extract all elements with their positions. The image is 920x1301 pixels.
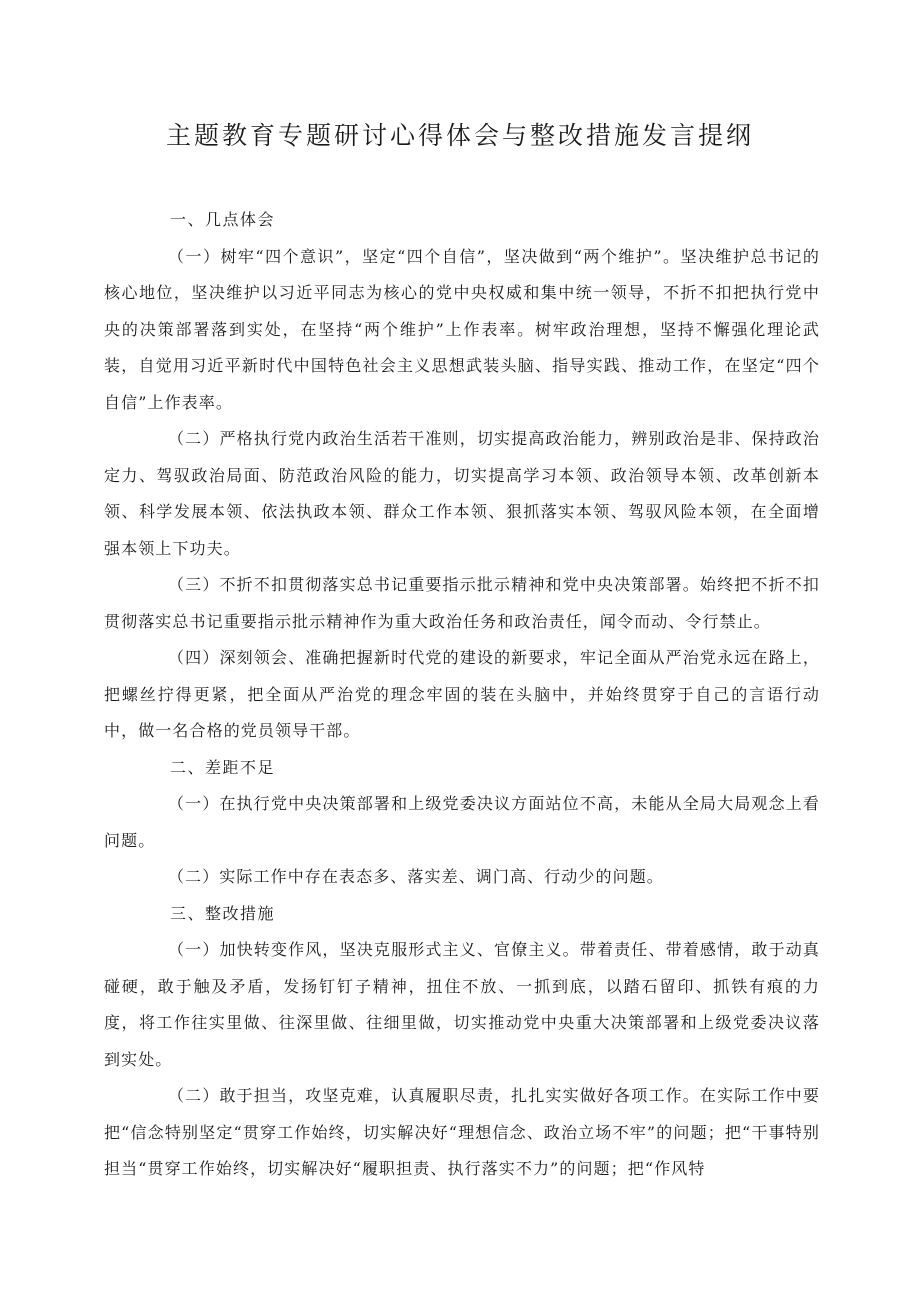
paragraph: （二）实际工作中存在表态多、落实差、调门高、行动少的问题。 [168,867,664,886]
paragraph: （三）不折不扣贯彻落实总书记重要指示批示精神和党中央决策部署。始终把不折不扣贯彻落实总书记重要指示批示精神作为重大政治任务和政治责任，闻令而动、令行禁止。 [104,575,820,631]
section-heading-gaps: 二、差距不足 [170,757,276,777]
section-heading-measures: 三、整改措施 [170,903,276,923]
paragraph: （一）加快转变作风，坚决克服形式主义、官僚主义。带着责任、带着感情，敢于动真碰硬，敢于触及矛盾，发扬钉钉子精神，扭住不放、一抓到底，以踏石留印、抓铁有痕的力度，将工作往实里做、往深里做、往细里做，切实推动党中央重大决策部署和上级党委决议落到实处。 [104,940,820,1069]
paragraph: （一）在执行党中央决策部署和上级党委决议方面站位不高，未能从全局大局观念上看问题。 [104,794,820,850]
paragraph: （二）敢于担当，攻坚克难，认真履职尽责，扎扎实实做好各项工作。在实际工作中要把“信念特别坚定“贯穿工作始终，切实解决好“理想信念、政治立场不牢”的问题；把“干事特别担当“贯穿工作始终，切实解决好“履职担责、执行落实不力”的问题；把“作风特 [104,1086,820,1178]
document-title: 主题教育专题研讨心得体会与整改措施发言提纲 [165,121,754,150]
paragraph: （一）树牢“四个意识”，坚定“四个自信”，坚决做到“两个维护”。坚决维护总书记的核心地位，坚决维护以习近平同志为核心的党中央权威和集中统一领导，不折不扣把执行党中央的决策部署落到实处，在坚持“两个维护”上作表率。树牢政治理想，坚持不懈强化理论武装，自觉用习近平新时代中国特色社会主义思想武装头脑、指导实践、推动工作，在坚定“四个自信”上作表率。 [104,246,820,412]
paragraph: （四）深刻领会、准确把握新时代党的建设的新要求，牢记全面从严治党永远在路上，把螺丝拧得更紧，把全面从严治党的理念牢固的装在头脑中，并始终贯穿于自己的言语行动中，做一名合格的党员领导干部。 [104,648,820,740]
paragraph: （二）严格执行党内政治生活若干准则，切实提高政治能力，辨别政治是非、保持政治定力、驾驭政治局面、防范政治风险的能力，切实提高学习本领、政治领导本领、改革创新本领、科学发展本领、依法执政本领、群众工作本领、狠抓落实本领、驾驭风险本领，在全面增强本领上下功夫。 [104,429,820,558]
document-body [104,202,820,1188]
section-heading-experience: 一、几点体会 [170,210,276,229]
